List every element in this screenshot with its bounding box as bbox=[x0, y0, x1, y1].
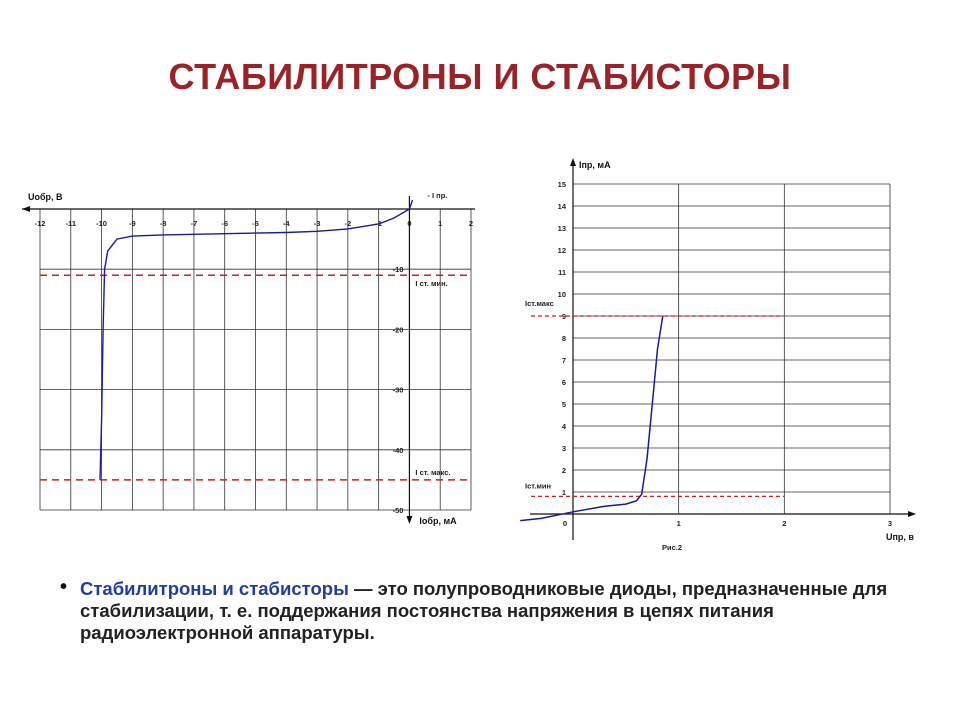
y-tick-label: 6 bbox=[561, 378, 566, 387]
x-tick-label: 1 bbox=[438, 219, 443, 228]
x-tick-label: -4 bbox=[282, 219, 290, 228]
y-tick-label: 10 bbox=[557, 290, 566, 299]
y-tick-label: -30 bbox=[392, 385, 404, 395]
x-axis-arrow bbox=[908, 511, 916, 517]
y-tick-label: 4 bbox=[561, 422, 566, 431]
description-paragraph bbox=[60, 576, 910, 644]
slide-title: СТАБИЛИТРОНЫ И СТАБИСТОРЫ bbox=[168, 56, 792, 97]
limit-label: I ст. макс. bbox=[415, 467, 451, 477]
y-tick-label: 2 bbox=[561, 466, 566, 475]
x-tick-label: -11 bbox=[65, 219, 77, 228]
limit-label: Iст.мин bbox=[525, 481, 552, 491]
x-tick-label: -7 bbox=[190, 219, 198, 228]
x-tick-label: 1 bbox=[676, 519, 681, 528]
x-tick-label: -12 bbox=[34, 219, 46, 228]
figure-caption: Рис.2 bbox=[661, 543, 683, 550]
y-tick-label: 1 bbox=[561, 488, 566, 497]
y-tick-label: -50 bbox=[392, 506, 404, 515]
x-axis-label: Uобр, В bbox=[28, 192, 63, 202]
y-tick-label: -40 bbox=[392, 445, 404, 455]
x-tick-label: 0 bbox=[407, 219, 412, 228]
y-tick-label: 5 bbox=[561, 400, 566, 409]
x-tick-label: -6 bbox=[221, 219, 229, 228]
y-tick-label: 8 bbox=[561, 334, 566, 343]
x-tick-label: -1 bbox=[375, 219, 382, 228]
y-tick-label: 3 bbox=[561, 444, 566, 453]
x-tick-label: 2 bbox=[782, 519, 787, 528]
y-tick-label: 14 bbox=[557, 202, 566, 211]
x-tick-label: -2 bbox=[344, 219, 352, 228]
forward-current-label: - I пр. bbox=[427, 191, 448, 200]
y-tick-label: 12 bbox=[557, 246, 566, 255]
x-tick-label: -8 bbox=[159, 219, 167, 228]
x-tick-label: -10 bbox=[96, 219, 107, 228]
x-tick-label: -9 bbox=[129, 219, 136, 228]
x-axis-arrow bbox=[22, 206, 30, 212]
term-highlight: Стабилитроны и стабисторы bbox=[80, 578, 349, 599]
y-tick-label: -10 bbox=[392, 265, 404, 275]
x-axis-label: Uпр, в bbox=[886, 532, 914, 542]
limit-label: I ст. мин. bbox=[415, 279, 448, 289]
bullet-icon: • bbox=[60, 576, 68, 598]
y-axis-label: Iобр, мА bbox=[419, 516, 457, 526]
x-tick-label: -3 bbox=[313, 219, 321, 228]
y-axis-label: Iпр, мА bbox=[579, 160, 611, 170]
y-axis-arrow bbox=[406, 516, 412, 524]
y-tick-label: 11 bbox=[558, 268, 566, 277]
x-tick-label: 0 bbox=[562, 519, 568, 528]
y-tick-label: 13 bbox=[557, 224, 566, 233]
x-tick-label: 2 bbox=[468, 219, 474, 228]
reverse-characteristic-chart bbox=[0, 170, 500, 540]
limit-label: Iст.макс bbox=[525, 299, 554, 308]
y-tick-label: 15 bbox=[557, 180, 566, 189]
y-axis-arrow bbox=[570, 158, 576, 166]
x-tick-label: -5 bbox=[252, 219, 259, 228]
y-tick-label: -20 bbox=[392, 325, 404, 335]
x-tick-label: 3 bbox=[887, 519, 893, 528]
y-tick-label: 9 bbox=[561, 312, 566, 321]
y-tick-label: 7 bbox=[561, 356, 566, 365]
reverse-curve bbox=[100, 200, 413, 480]
description-text: — это полупроводниковые диоды, предназначенные для стабилизации, т. е. поддержания постоянства напряжения в цепях питания радиоэлектронной аппаратуры. bbox=[80, 578, 888, 643]
forward-characteristic-chart bbox=[500, 150, 920, 550]
